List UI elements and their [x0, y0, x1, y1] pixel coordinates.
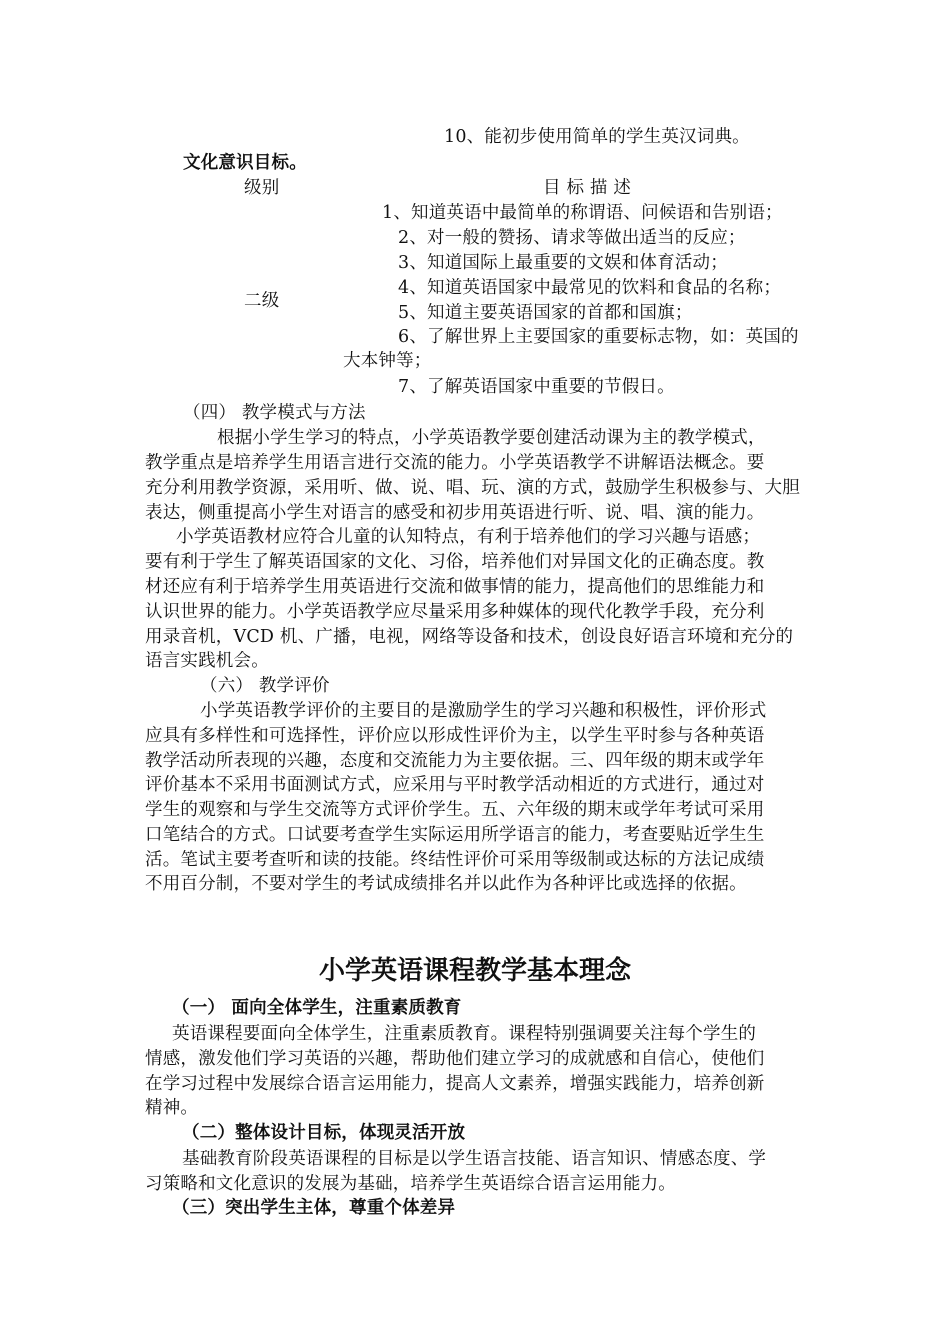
- list-item-10: 10、能初步使用简单的学生英汉词典。: [444, 127, 750, 147]
- paragraph-line: 学生的观察和与学生交流等方式评价学生。五、六年级的期末或学年考试可采用: [145, 800, 765, 820]
- paragraph-line: 情感，激发他们学习英语的兴趣，帮助他们建立学习的成就感和自信心，使他们: [145, 1049, 765, 1069]
- page-title: 小学英语课程教学基本理念: [318, 956, 631, 986]
- paragraph-line: 表达，侧重提高小学生对语言的感受和初步用英语进行听、说、唱、演的能力。: [145, 503, 765, 523]
- table-item: 4、知道英语国家中最常见的饮料和食品的名称；: [398, 278, 782, 298]
- paragraph-line: 口笔结合的方式。口试要考查学生实际运用所学语言的能力，考查要贴近学生生: [145, 825, 765, 845]
- paragraph-line: 教学活动所表现的兴趣，态度和交流能力为主要依据。三、四年级的期末或学年: [145, 751, 765, 771]
- table-cell-level: 二级: [244, 291, 280, 311]
- table-item: 7、了解英语国家中重要的节假日。: [398, 377, 675, 397]
- paragraph-line: 要有利于学生了解英语国家的文化、习俗，培养他们对异国文化的正确态度。教: [145, 552, 765, 572]
- table-header-level: 级别: [244, 178, 280, 198]
- paragraph-line: 基础教育阶段英语课程的目标是以学生语言技能、语言知识、情感态度、学: [182, 1149, 767, 1169]
- part3-heading: （三）突出学生主体，尊重个体差异: [172, 1198, 456, 1218]
- table-item: 1、知道英语中最简单的称谓语、问候语和告别语；: [382, 203, 783, 223]
- culture-heading: 文化意识目标。: [183, 153, 307, 173]
- paragraph-line: 根据小学生学习的特点，小学英语教学要创建活动课为主的教学模式，: [217, 428, 766, 448]
- section6-heading: （六） 教学评价: [200, 676, 330, 696]
- table-item: 5、知道主要英语国家的首都和国旗；: [398, 303, 693, 323]
- paragraph-line: 习策略和文化意识的发展为基础，培养学生英语综合语言运用能力。: [145, 1174, 676, 1194]
- paragraph-line: 教学重点是培养学生用语言进行交流的能力。小学英语教学不讲解语法概念。要: [145, 453, 765, 473]
- paragraph-line: 不用百分制，不要对学生的考试成绩排名并以此作为各种评比或选择的依据。: [145, 874, 747, 894]
- paragraph-line: 评价基本不采用书面测试方式，应采用与平时教学活动相近的方式进行，通过对: [145, 775, 765, 795]
- paragraph-line: 充分利用教学资源，采用听、做、说、唱、玩、演的方式，鼓励学生积极参与、大胆: [145, 478, 800, 498]
- paragraph-line: 小学英语教材应符合儿童的认知特点，有利于培养他们的学习兴趣与语感；: [176, 527, 761, 547]
- part2-heading: （二）整体设计目标，体现灵活开放: [182, 1123, 466, 1143]
- table-item: 3、知道国际上最重要的文娱和体育活动；: [398, 253, 728, 273]
- paragraph-line: 英语课程要面向全体学生，注重素质教育。课程特别强调要关注每个学生的: [172, 1024, 757, 1044]
- paragraph-line: 认识世界的能力。小学英语教学应尽量采用多种媒体的现代化教学手段，充分利: [145, 602, 765, 622]
- paragraph-line: 在学习过程中发展综合语言运用能力，提高人文素养，增强实践能力，培养创新: [145, 1074, 765, 1094]
- table-item: 2、对一般的赞扬、请求等做出适当的反应；: [398, 228, 746, 248]
- paragraph-line: 活。笔试主要考查听和读的技能。终结性评价可采用等级制或达标的方法记成绩: [145, 850, 765, 870]
- paragraph-line: 用录音机，VCD 机、广播，电视，网络等设备和技术，创设良好语言环境和充分的: [145, 627, 794, 647]
- paragraph-line: 小学英语教学评价的主要目的是激励学生的学习兴趣和积极性，评价形式: [200, 701, 767, 721]
- paragraph-line: 应具有多样性和可选择性，评价应以形成性评价为主，以学生平时参与各种英语: [145, 726, 765, 746]
- table-item: 大本钟等；: [343, 351, 432, 371]
- paragraph-line: 语言实践机会。: [145, 651, 269, 671]
- section4-heading: （四） 教学模式与方法: [183, 403, 366, 423]
- table-header-desc: 目 标 描 述: [543, 178, 632, 198]
- part1-heading: （一） 面向全体学生，注重素质教育: [172, 998, 462, 1018]
- paragraph-line: 精神。: [145, 1098, 199, 1118]
- table-item: 6、了解世界上主要国家的重要标志物，如：英国的: [398, 327, 799, 347]
- paragraph-line: 材还应有利于培养学生用英语进行交流和做事情的能力，提高他们的思维能力和: [145, 577, 765, 597]
